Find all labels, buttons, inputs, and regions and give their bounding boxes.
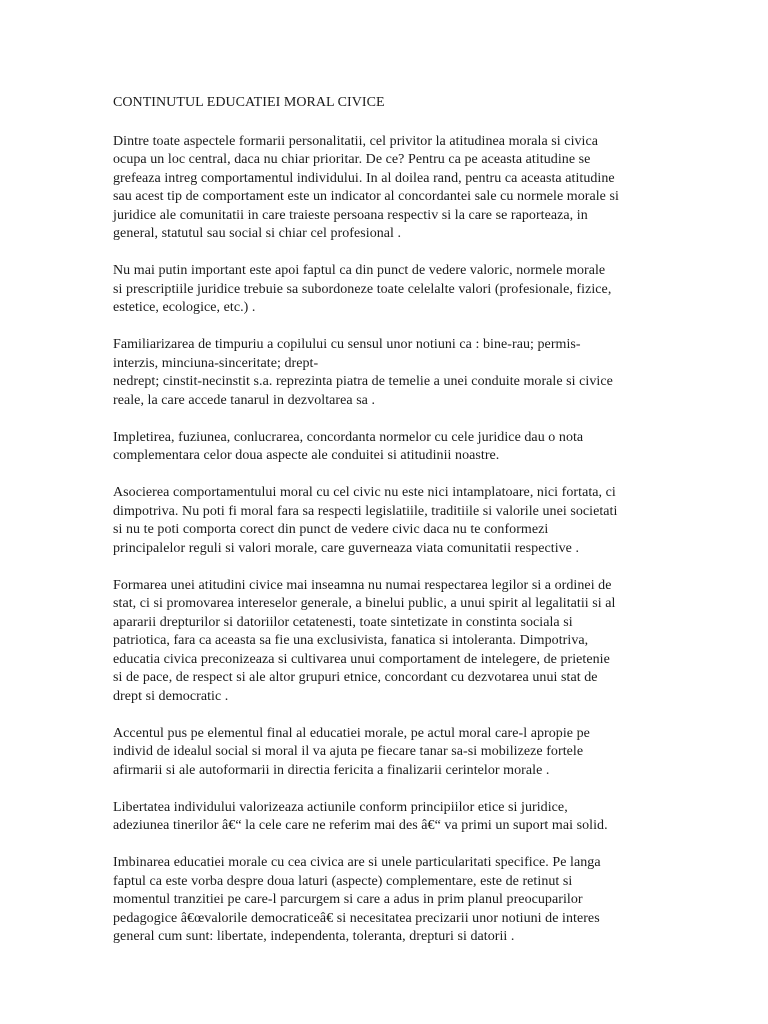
text-line: principalelor reguli si valori morale, care guverneaza viata comunitatii respective . [113, 540, 580, 556]
document-title: CONTINUTUL EDUCATIEI MORAL CIVICE [113, 95, 385, 110]
paragraph-9 [113, 854, 673, 947]
text-line: Libertatea individului valorizeaza actiunile conform principiilor etice si juridice, [113, 799, 568, 815]
text-line: dimpotriva. Nu poti fi moral fara sa respecti legislatiile, traditiile si valorile unei societati [113, 503, 618, 519]
document-body [113, 94, 673, 965]
text-line: reale, la care accede tanarul in dezvoltarea sa . [113, 392, 376, 408]
text-line: Accentul pus pe elementul final al educatiei morale, pe actul moral care-l apropie pe [113, 725, 590, 741]
text-line: si de pace, de respect si ale altor grupuri etnice, concordant cu dezvotarea unui stat de [113, 670, 598, 685]
text-line: Familiarizarea de timpuriu a copilului cu sensul unor notiuni ca : bine-rau; permis- [113, 337, 581, 352]
text-line: nedrept; cinstit-necinstit s.a. reprezinta piatra de temelie a unei conduite morale si civice [113, 374, 613, 389]
paragraph-3 [113, 336, 673, 410]
text-line: afirmarii si ale autoformarii in directia fericita a finalizarii cerintelor morale . [113, 762, 550, 778]
paragraph-5 [113, 484, 673, 558]
text-line: sau acest tip de comportament este un indicator al concordantei sale cu normele morale si [113, 189, 619, 204]
text-line: patriotica, fara ca aceasta sa fie una exclusivista, fanatica si intoleranta. Dimpotriva, [113, 633, 589, 648]
text-line: Imbinarea educatiei morale cu cea civica are si unele particularitati specifice. Pe langa [113, 855, 601, 870]
text-line: ocupa un loc central, daca nu chiar prioritar. De ce? Pentru ca pe aceasta atitudine se [113, 152, 591, 167]
text-line: educatia civica preconizeaza si cultivarea unui comportament de intelegere, de prietenie [113, 651, 610, 667]
text-line: complementara celor doua aspecte ale conduitei si atitudinii noastre. [113, 448, 500, 463]
text-line: Formarea unei atitudini civice mai inseamna nu numai respectarea legilor si a ordinei de [113, 577, 612, 593]
text-line: Dintre toate aspectele formarii personalitatii, cel privitor la atitudinea morala si civica [113, 133, 599, 149]
text-line: stat, ci si promovarea intereselor generale, a binelui public, a unui spirit al legalitatii si al [113, 596, 616, 611]
text-line: si prescriptiile juridice trebuie sa subordoneze toate celelalte valori (profesionale, fizice, [113, 281, 612, 297]
paragraph-4 [113, 429, 673, 466]
text-line: estetice, ecologice, etc.) . [113, 300, 256, 315]
text-line: general cum sunt: libertate, independenta, toleranta, drepturi si datorii . [113, 929, 515, 944]
text-line: drept si democratic . [113, 688, 229, 704]
text-line: general, statutul sau social si chiar cel profesional . [113, 226, 402, 241]
paragraph-7 [113, 725, 673, 781]
text-line: adeziunea tinerilor â€“ la cele care ne referim mai des â€“ va primi un suport mai solid. [113, 818, 608, 833]
text-line: si nu te poti comporta corect din punct de vedere civic daca nu te conformezi [113, 522, 549, 537]
text-line: faptul ca este vorba despre doua laturi (aspecte) complementare, este de retinut si [113, 873, 573, 889]
paragraph-8 [113, 799, 673, 836]
text-line: interzis, minciuna-sinceritate; drept- [113, 355, 319, 371]
text-line: Nu mai putin important este apoi faptul ca din punct de vedere valoric, normele morale [113, 263, 606, 278]
paragraph-2 [113, 262, 673, 318]
text-line: momentul tranzitiei pe care-l parcurgem si care a adus in prim planul preocuparilor [113, 892, 583, 907]
text-line: individ de idealul social si moral il va ajuta pe fiecare tanar sa-si mobilizeze fortele [113, 744, 584, 759]
text-line: pedagogice â€œvalorile democraticeâ€ si necesitatea precizarii unor notiuni de interes [113, 910, 600, 926]
paragraph-6 [113, 577, 673, 707]
paragraph-1 [113, 133, 673, 244]
text-line: Asocierea comportamentului moral cu cel civic nu este nici intamplatoare, nici fortata, ci [113, 485, 616, 500]
text-line: Impletirea, fuziunea, conlucrarea, concordanta normelor cu cele juridice dau o nota [113, 429, 584, 445]
text-line: apararii drepturilor si datoriilor cetatenesti, toate sintetizate in constinta sociala si [113, 614, 573, 630]
text-line: grefeaza intreg comportamentul individului. In al doilea rand, pentru ca aceasta atitudine [113, 170, 615, 186]
text-line: juridice ale comunitatii in care traieste persoana respectiv si la care se raporteaza, in [113, 207, 588, 223]
